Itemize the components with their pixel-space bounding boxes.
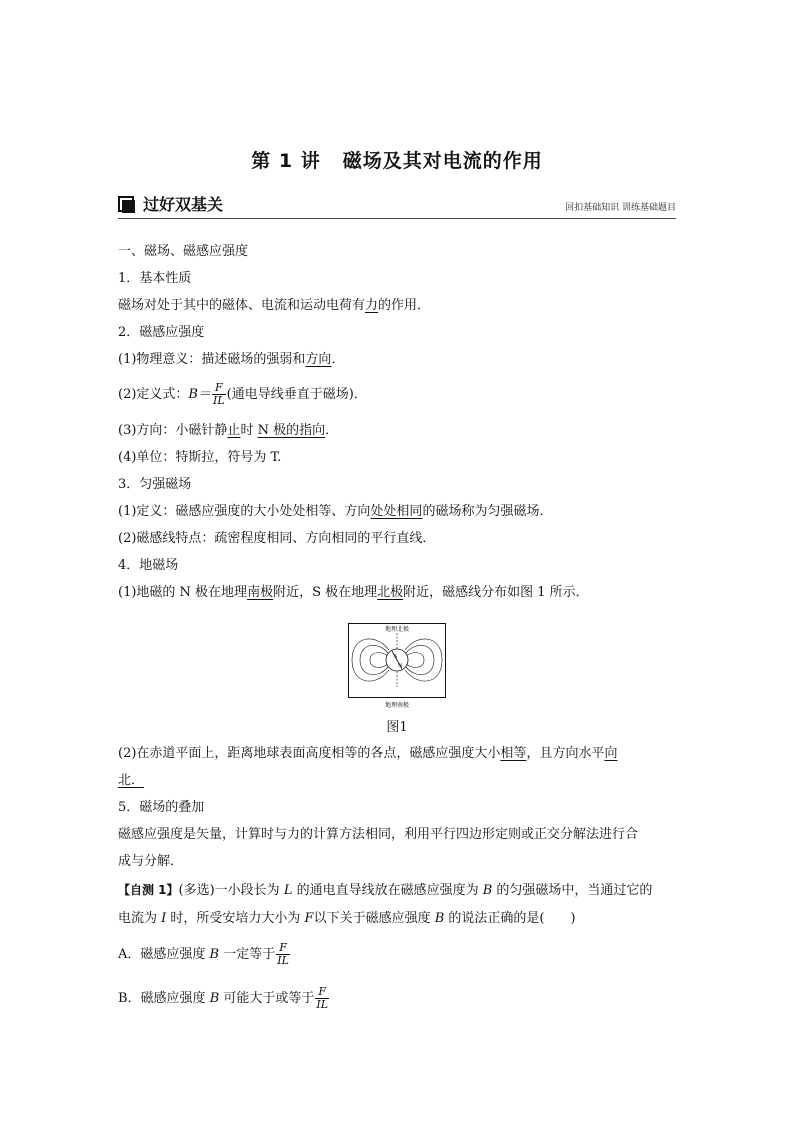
label-n: N [398,663,403,669]
text-earth-poles: (1)地磁的 N 极在地理南极附近，S 极在地理北极附近，磁感线分布如图 1 所示． [118,585,589,600]
lecture-topic: 磁场及其对电流的作用 [342,150,543,172]
label-north-pole: 地理北极 [384,626,410,633]
lecture-number: 第 1 讲 [251,150,321,172]
text-superposition-1: 磁感应强度是矢量，计算时与力的计算方法相同，利用平行四边形定则或正交分解法进行合 [118,827,639,842]
text-basic-property: 磁场对处于其中的磁体、电流和运动电荷有力的作用． [118,298,431,313]
option-b: B．磁感应强度 B 可能大于或等于 $\frac{F}{IL}$ [118,985,329,1011]
text-direction: (3)方向：小磁针静止时 N 极的指向． [118,423,339,438]
text-physical-meaning: (1)物理意义：描述磁场的强弱和方向． [118,352,345,367]
text-definition-formula: (2)定义式：B＝ $\frac{F}{IL}$ (通电导线垂直于磁场)． [118,381,367,407]
figure-caption: 图1 [386,720,408,735]
item-basic-property: 1．基本性质 [118,271,192,286]
text-uniform-definition: (1)定义：磁感应强度的大小处处相等、方向处处相同的磁场称为匀强磁场． [118,504,553,519]
item-uniform-field: 3．匀强磁场 [118,477,192,492]
section-title: 过好双基关 [143,195,224,214]
text-superposition-2: 成与分解． [118,854,184,869]
question-self-test-cont: 电流为 I 时，所受安培力大小为 F以下关于磁感应强度 B 的说法正确的是( ) [118,911,576,926]
text-unit: (4)单位：特斯拉，符号为 T. [118,450,282,465]
section-square-icon [118,196,136,214]
section-header [118,194,676,219]
label-south-pole: 地理南极 [384,702,410,709]
fraction-f-over-il: $\frac{F}{IL}$ [212,381,225,407]
text-field-lines: (2)磁感线特点：疏密程度相同、方向相同的平行直线． [118,531,436,546]
text-equator: (2)在赤道平面上，距离地球表面高度相等的各点，磁感应强度大小相等，且方向水平向 [118,746,618,761]
label-s: S [394,654,398,660]
item-induction: 2．磁感应强度 [118,325,205,340]
text-equator-cont: 北． [118,773,145,788]
option-a: A．磁感应强度 B 一定等于 $\frac{F}{IL}$ [118,941,289,967]
earth-magnetic-field-figure [348,623,446,709]
heading-magnetic-field: 一、磁场、磁感应强度 [118,244,249,259]
page-title [0,146,794,173]
item-superposition: 5．磁场的叠加 [118,800,205,815]
question-self-test: 【自测 1】(多选)一小段长为 L 的通电直导线放在磁感应强度为 B 的匀强磁场中，当通过它的 [118,883,653,898]
item-earth-field: 4．地磁场 [118,558,179,573]
question-tag: 【自测 1】 [118,883,179,897]
section-subtitle: 回扣基础知识 训练基础题目 [565,203,676,213]
